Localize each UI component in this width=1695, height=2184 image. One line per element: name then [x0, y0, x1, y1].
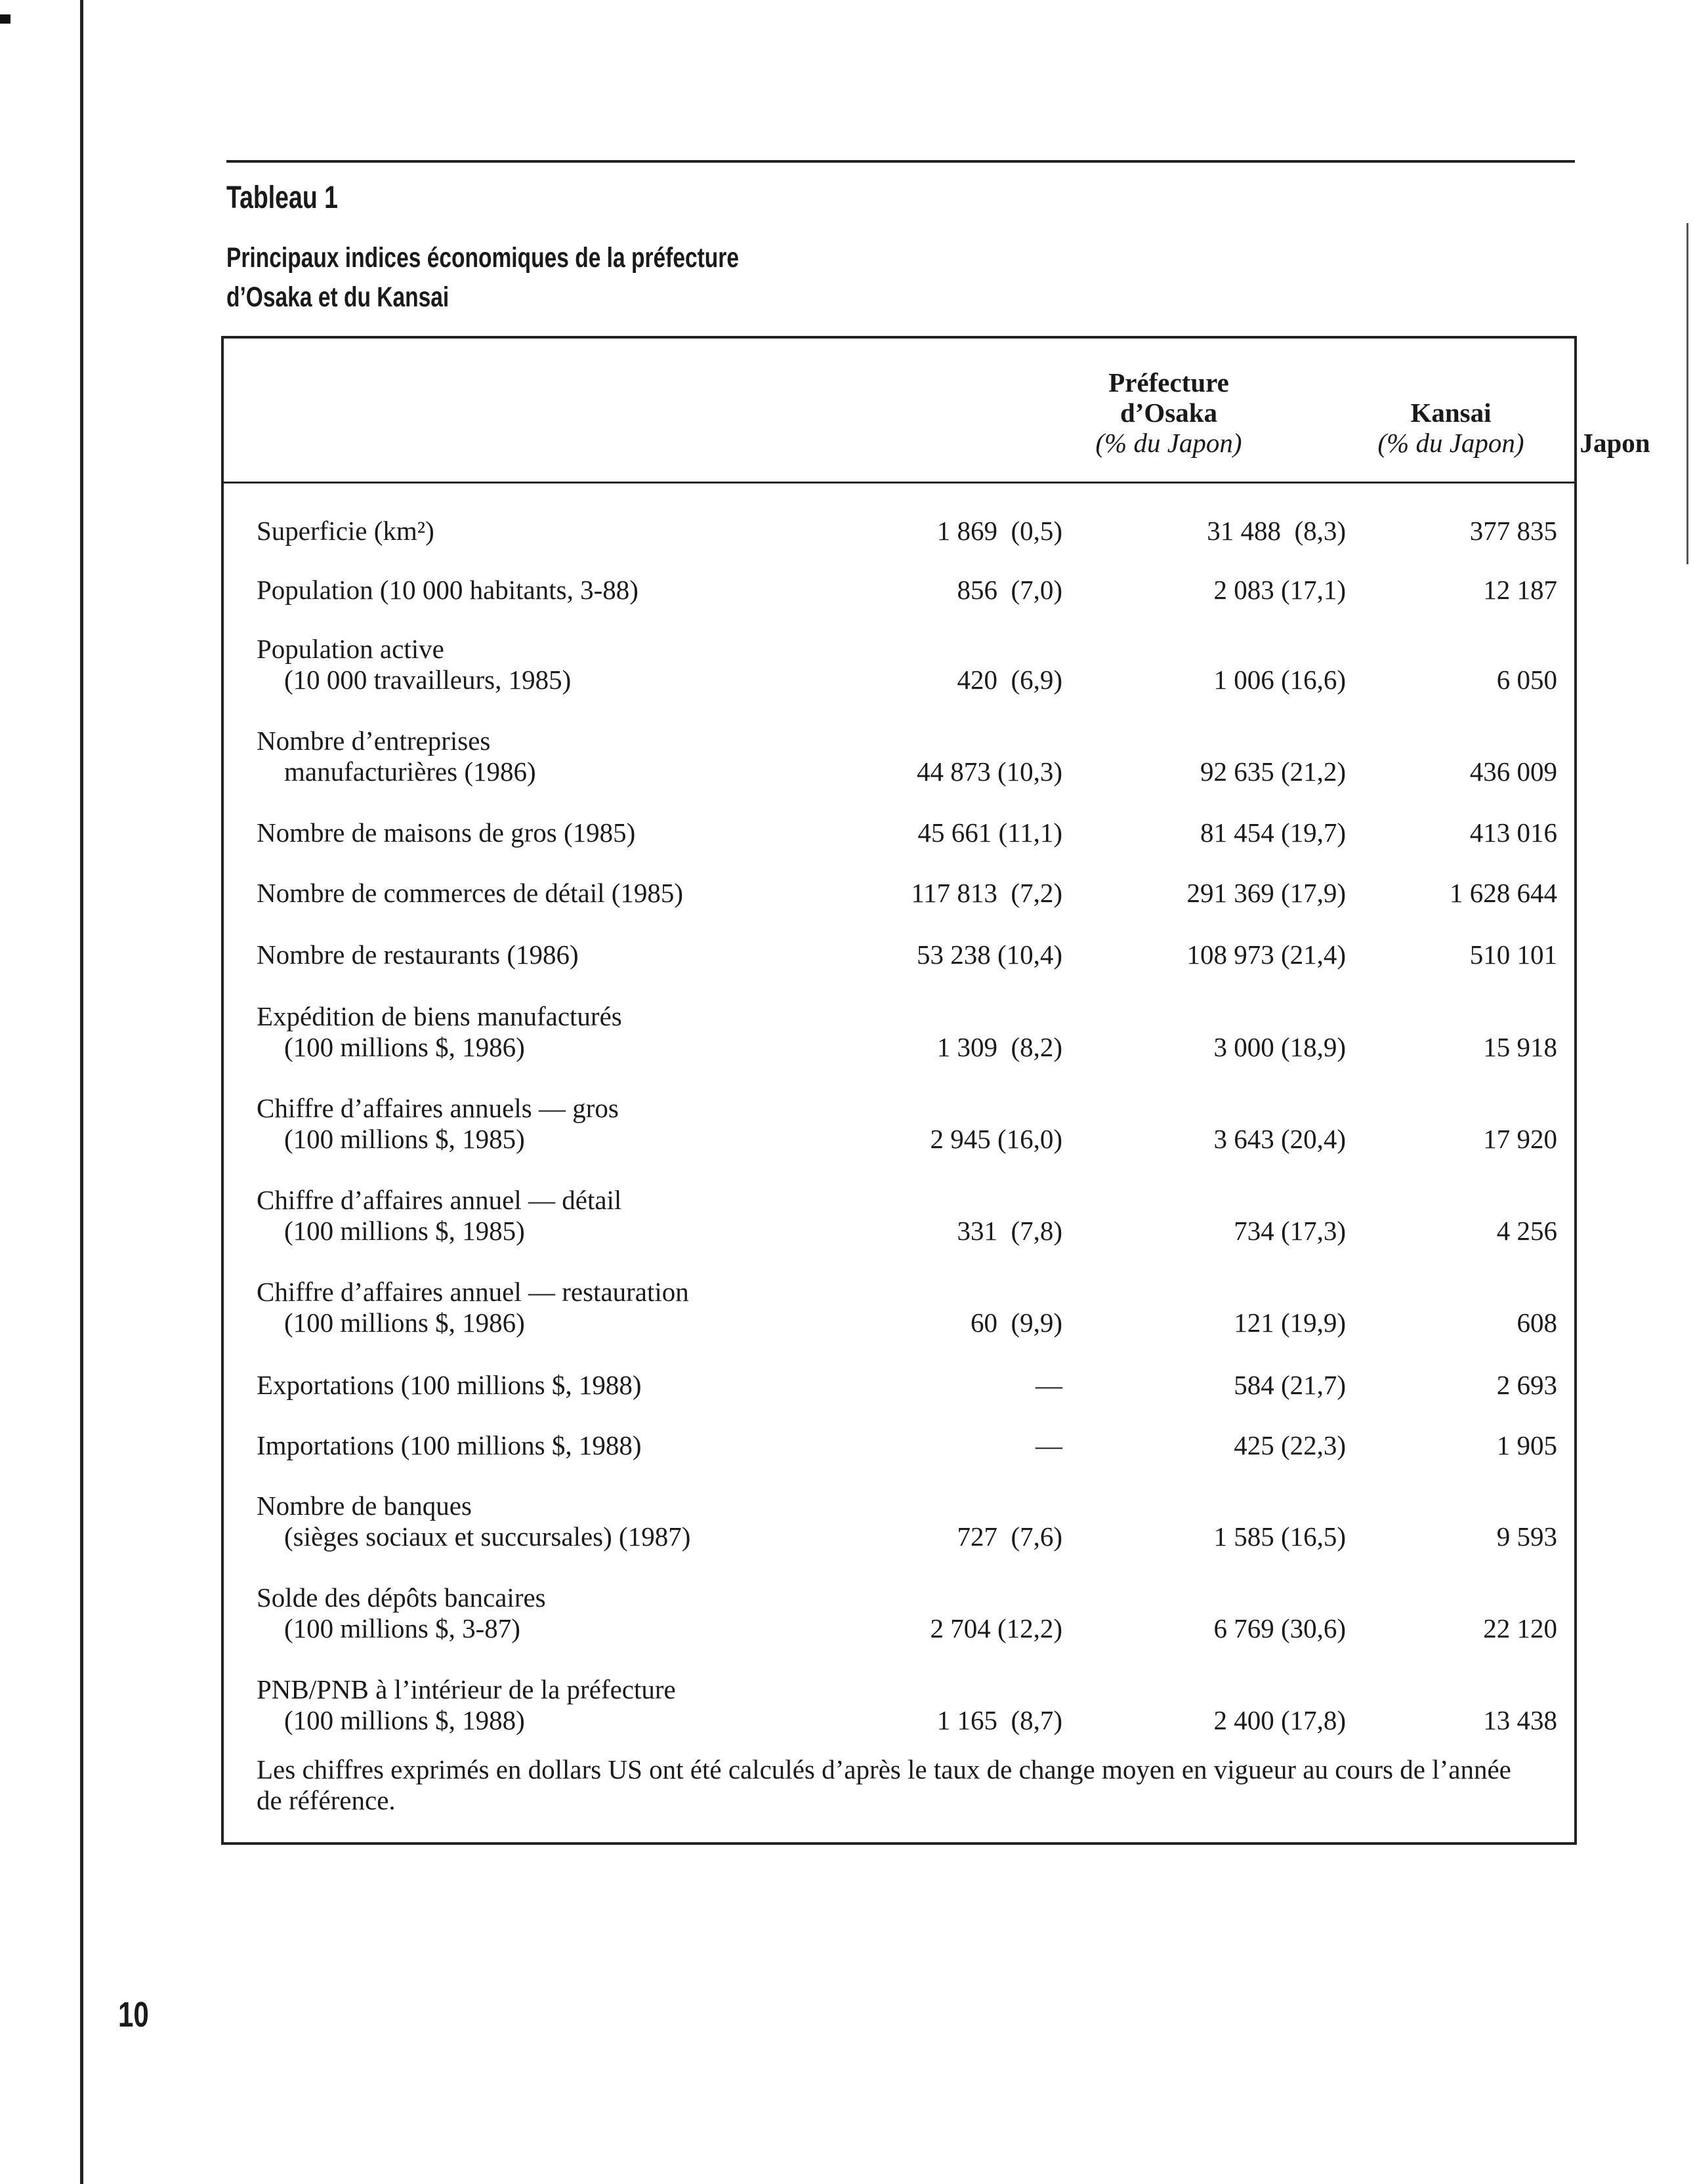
page-edge-line	[1686, 223, 1688, 564]
cell-japon: 1 628 644	[1450, 878, 1557, 908]
cell-kansai: 2 400 (17,8)	[1213, 1705, 1346, 1735]
row-label-line2: (100 millions $, 1986)	[284, 1308, 525, 1338]
cell-kansai: 425 (22,3)	[1234, 1430, 1346, 1460]
cell-osaka: 45 661 (11,1)	[917, 817, 1062, 848]
header-kansai-sub: (% du Japon)	[1377, 428, 1524, 458]
cell-japon: 13 438	[1483, 1705, 1557, 1735]
cell-kansai: 3 643 (20,4)	[1213, 1124, 1346, 1154]
cell-kansai: 584 (21,7)	[1234, 1370, 1346, 1400]
cell-osaka: 60 (9,9)	[970, 1308, 1062, 1338]
header-japon-title: Japon	[1580, 428, 1650, 458]
cell-osaka: 2 945 (16,0)	[930, 1124, 1062, 1154]
row-label	[257, 1674, 676, 1736]
row-label	[257, 1001, 622, 1063]
row-label-line1: Expédition de biens manufacturés	[257, 1001, 622, 1031]
row-label-line2: (100 millions $, 1985)	[284, 1124, 525, 1154]
row-label-line1: Nombre de maisons de gros (1985)	[257, 817, 636, 848]
header-kansai-title: Kansai	[1410, 398, 1492, 428]
row-label	[257, 1185, 621, 1247]
cell-kansai: 6 769 (30,6)	[1213, 1613, 1346, 1643]
row-label-line1: Chiffre d’affaires annuels — gros	[257, 1093, 619, 1123]
cell-osaka: 420 (6,9)	[957, 665, 1062, 695]
cell-osaka: 44 873 (10,3)	[916, 756, 1062, 787]
cell-kansai: 108 973 (21,4)	[1186, 939, 1346, 970]
cell-japon: 413 016	[1469, 817, 1557, 848]
cell-osaka: —	[1036, 1370, 1062, 1400]
row-label	[257, 939, 579, 970]
row-label-line1: Nombre de commerces de détail (1985)	[257, 878, 684, 908]
top-rule	[226, 160, 1575, 163]
header-japon	[1444, 428, 1695, 458]
cell-kansai: 2 083 (17,1)	[1213, 575, 1346, 605]
cell-osaka: 53 238 (10,4)	[916, 939, 1062, 970]
cell-japon: 436 009	[1469, 756, 1557, 787]
row-label-line2: (100 millions $, 1988)	[284, 1705, 525, 1735]
cell-osaka: 856 (7,0)	[957, 575, 1062, 605]
row-label	[257, 575, 638, 606]
row-label-line1: Chiffre d’affaires annuel — restauration	[257, 1277, 689, 1307]
row-label	[257, 817, 635, 848]
cell-osaka: 331 (7,8)	[957, 1216, 1062, 1246]
cell-japon: 2 693	[1496, 1370, 1557, 1400]
table-caption	[226, 238, 739, 317]
row-label-line2: (100 millions $, 1985)	[284, 1216, 525, 1246]
cell-osaka: —	[1036, 1430, 1062, 1460]
row-label-line1: Chiffre d’affaires annuel — détail	[257, 1185, 622, 1215]
page-number: 10	[118, 1995, 149, 2034]
cell-kansai: 734 (17,3)	[1234, 1216, 1346, 1246]
row-label-line2: (10 000 travailleurs, 1985)	[284, 665, 572, 695]
cell-kansai: 92 635 (21,2)	[1200, 756, 1346, 787]
row-label	[257, 1582, 546, 1644]
row-label-line1: Nombre d’entreprises	[257, 726, 491, 756]
cell-kansai: 31 488 (8,3)	[1207, 516, 1346, 546]
cell-osaka: 2 704 (12,2)	[930, 1613, 1062, 1643]
economic-indices-table	[221, 336, 1650, 1845]
table-label: Tableau 1	[226, 180, 338, 215]
row-label-line2: (sièges sociaux et succursales) (1987)	[284, 1521, 691, 1552]
row-label	[257, 634, 571, 695]
cell-japon: 4 256	[1496, 1216, 1557, 1246]
caption-line-2: d’Osaka et du Kansai	[226, 281, 450, 313]
row-label-line2: manufacturières (1986)	[284, 756, 536, 787]
row-label-line1: Importations (100 millions $, 1988)	[257, 1430, 642, 1460]
cell-japon: 608	[1517, 1308, 1557, 1338]
cell-japon: 22 120	[1483, 1613, 1557, 1643]
row-label-line1: Superficie (km²)	[257, 516, 434, 546]
row-label-line2: (100 millions $, 1986)	[284, 1032, 525, 1062]
binding-margin-line	[80, 0, 83, 2184]
table-footnote: Les chiffres exprimés en dollars US ont été calculés d’après le taux de change moyen en vigueur au cours de l’année de référence.	[257, 1754, 1511, 1815]
row-label-line2: (100 millions $, 3-87)	[284, 1613, 520, 1643]
row-label-line1: Nombre de restaurants (1986)	[257, 939, 579, 970]
caption-line-1: Principaux indices économiques de la préfecture	[226, 242, 739, 274]
header-osaka-line1: Préfecture	[1108, 367, 1229, 398]
cell-japon: 510 101	[1469, 939, 1557, 970]
row-label	[257, 1370, 642, 1401]
cell-japon: 15 918	[1483, 1032, 1557, 1062]
row-label	[257, 516, 434, 546]
row-label	[257, 1277, 689, 1338]
header-osaka-sub: (% du Japon)	[1095, 428, 1242, 458]
cell-japon: 6 050	[1496, 665, 1557, 695]
row-label-line1: PNB/PNB à l’intérieur de la préfecture	[257, 1674, 676, 1704]
cell-japon: 9 593	[1496, 1521, 1557, 1552]
cell-osaka: 1 869 (0,5)	[936, 516, 1062, 546]
cell-osaka: 1 165 (8,7)	[936, 1705, 1062, 1735]
cell-japon: 17 920	[1483, 1124, 1557, 1154]
cell-kansai: 1 585 (16,5)	[1213, 1521, 1346, 1552]
row-label-line1: Exportations (100 millions $, 1988)	[257, 1370, 642, 1400]
row-label-line1: Solde des dépôts bancaires	[257, 1582, 546, 1613]
row-label	[257, 726, 536, 787]
cell-japon: 1 905	[1496, 1430, 1557, 1460]
row-label	[257, 1430, 642, 1461]
cell-osaka: 117 813 (7,2)	[911, 878, 1062, 908]
header-osaka-line2: d’Osaka	[1120, 398, 1218, 428]
cell-osaka: 727 (7,6)	[957, 1521, 1062, 1552]
row-label-line1: Population (10 000 habitants, 3-88)	[257, 575, 638, 605]
row-label	[257, 878, 683, 909]
cell-kansai: 3 000 (18,9)	[1213, 1032, 1346, 1062]
cell-kansai: 121 (19,9)	[1234, 1308, 1346, 1338]
header-rule	[224, 482, 1574, 484]
cell-japon: 12 187	[1483, 575, 1557, 605]
cell-kansai: 1 006 (16,6)	[1213, 665, 1346, 695]
cell-osaka: 1 309 (8,2)	[936, 1032, 1062, 1062]
binding-mark	[0, 14, 10, 24]
cell-japon: 377 835	[1469, 516, 1557, 546]
cell-kansai: 291 369 (17,9)	[1186, 878, 1346, 908]
row-label-line1: Nombre de banques	[257, 1491, 472, 1521]
row-label-line1: Population active	[257, 634, 444, 664]
cell-kansai: 81 454 (19,7)	[1200, 817, 1346, 848]
row-label	[257, 1093, 619, 1155]
row-label	[257, 1491, 690, 1552]
